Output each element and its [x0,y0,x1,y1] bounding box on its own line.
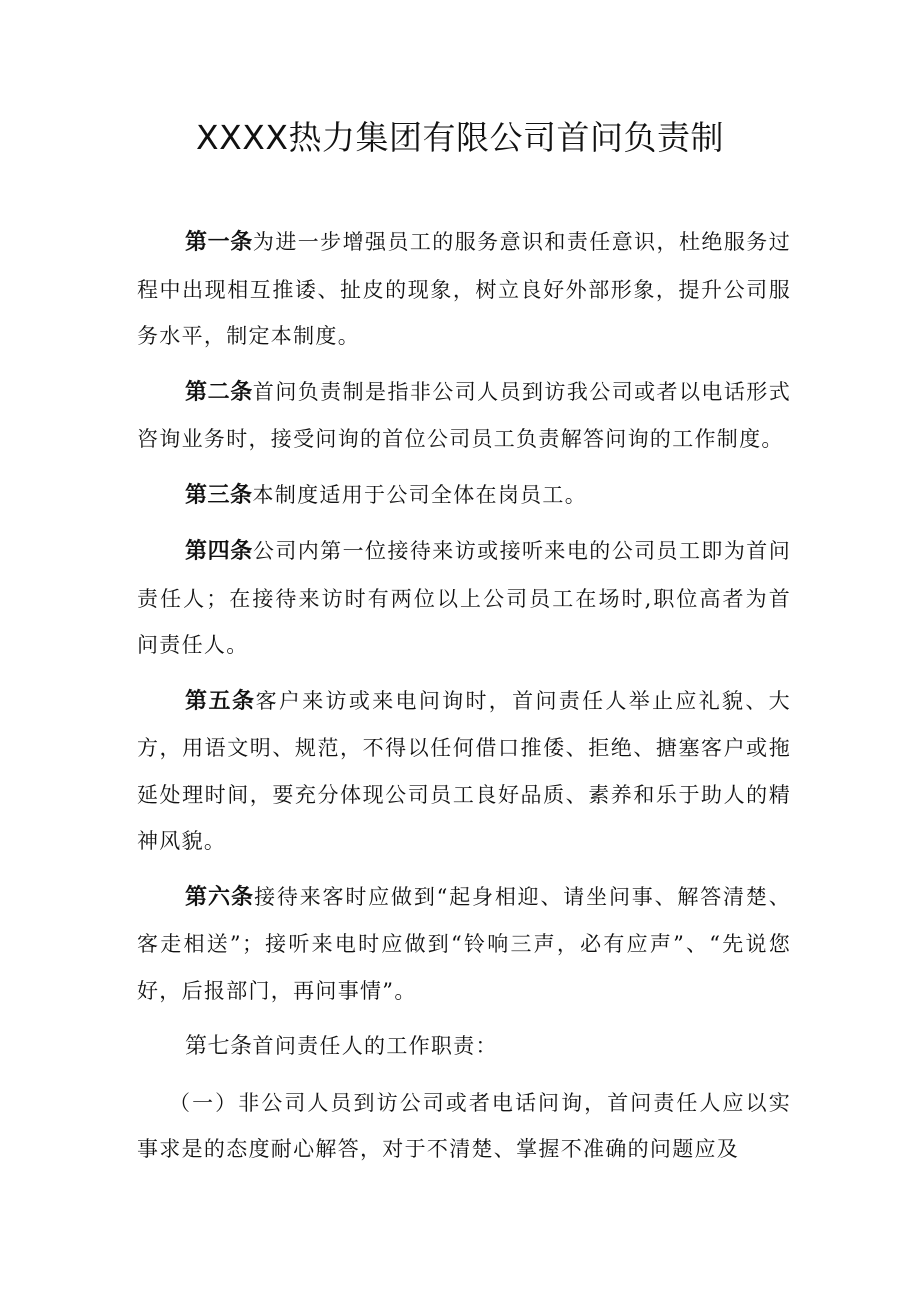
article-4 [137,528,791,669]
article-3-heading: 第三条 [185,482,253,508]
article-7-heading: 第七条 [185,1034,253,1059]
article-1-heading: 第一条 [185,230,253,255]
article-5-text: 客户来访或来电问询时，首问责任人举止应礼貌、大方，用语文明、规范，不得以任何借口推倭、拒绝、搪塞客户或拖延处理时间，要充分体现公司员工良好品质、素养和乐于助人的精神风貌。 [137,688,791,853]
article-3 [137,472,791,520]
article-2-heading: 第二条 [185,379,253,405]
article-2 [137,369,791,463]
article-7-text: 首问责任人的工作职责： [252,1034,498,1058]
article-1-text: 为进一步增强员工的服务意识和责任意识，杜绝服务过程中出现相互推诿、扯皮的现象，树立良好外部形象，提升公司服务水平，制定本制度。 [137,230,791,348]
article-3-text: 本制度适用于公司全体在岗员工。 [252,482,588,507]
article-7 [137,1023,791,1071]
article-1 [137,219,791,360]
article-4-text: 公司内第一位接待来访或接听来电的公司员工即为首问责任人；在接待来访时有两位以上公司员工在场时,职位高者为首问责任人。 [137,539,791,657]
article-5 [137,678,791,865]
article-6-heading: 第六条 [185,884,255,910]
article-4-heading: 第四条 [185,539,253,564]
article-7-item-1: （一）非公司人员到访公司或者电话问询，首问责任人应以实事求是的态度耐心解答，对于不清楚、掌握不准确的问题应及 [137,1090,791,1161]
article-6 [137,874,791,1015]
article-6-text: 接待来客时应做到“起身相迎、请坐问事、解答清楚、客走相送”；接听来电时应做到“铃响三声，必有应声”、“先说您好，后报部门，再问事情”。 [137,884,791,1003]
document-title: XXXX热力集团有限公司首问负责制 [196,118,724,157]
article-2-text: 首问负责制是指非公司人员到访我公司或者以电话形式咨询业务时，接受问询的首位公司员工负责解答问询的工作制度。 [137,379,791,451]
document-body [137,219,791,1173]
article-5-heading: 第五条 [185,688,256,714]
